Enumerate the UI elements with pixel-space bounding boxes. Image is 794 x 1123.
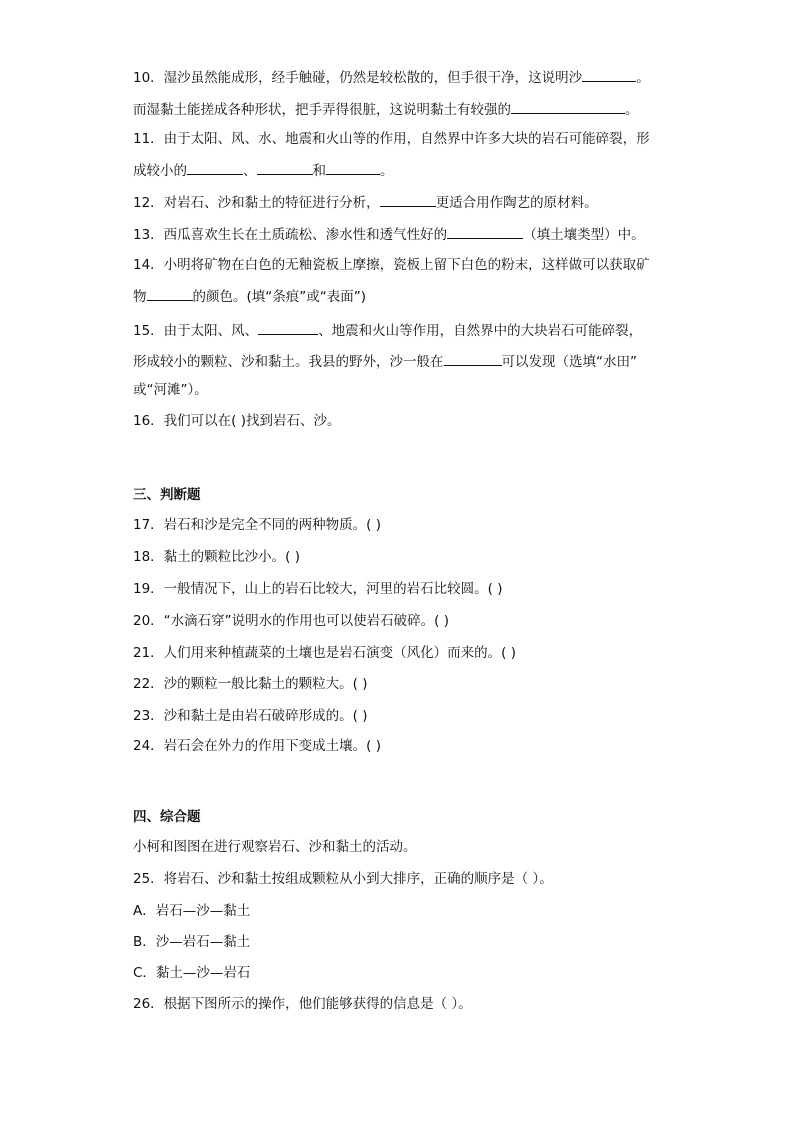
question-10-line-1: 10．湿沙虽然能成形，经手触碰，仍然是较松散的，但手很干净，这说明沙 。 — [133, 67, 650, 87]
section-4-title: 四、综合题 — [133, 809, 201, 825]
section-3-title: 三、判断题 — [133, 487, 201, 503]
answer-blank[interactable] — [380, 192, 436, 207]
question-13: 13．西瓜喜欢生长在土质疏松、渗水性和透气性好的 （填土壤类型）中。 — [133, 224, 645, 244]
judgment-item-24: 24．岩石会在外力的作用下变成土壤。( ) — [133, 738, 382, 754]
answer-blank[interactable] — [447, 224, 523, 239]
option-c[interactable]: C．黏土—沙—岩石 — [133, 965, 251, 981]
answer-blank[interactable] — [444, 351, 502, 366]
answer-blank[interactable] — [582, 67, 636, 82]
question-14-line-2: 物 的颜色。(填“条痕”或“表面”) — [133, 286, 366, 306]
question-16: 16．我们可以在( )找到岩石、沙。 — [133, 413, 341, 429]
judgment-item-23: 23．沙和黏土是由岩石破碎形成的。( ) — [133, 708, 368, 724]
option-a[interactable]: A．岩石—沙—黏土 — [133, 903, 251, 919]
answer-blank[interactable] — [258, 320, 318, 335]
section-4-intro: 小柯和图图在进行观察岩石、沙和黏土的活动。 — [133, 839, 417, 855]
judgment-item-21: 21．人们用来种植蔬菜的土壤也是岩石演变（风化）而来的。( ) — [133, 645, 517, 661]
question-10-line-2: 而湿黏土能搓成各种形状，把手弄得很脏，这说明黏土有较强的 。 — [133, 99, 639, 119]
judgment-item-17: 17．岩石和沙是完全不同的两种物质。( ) — [133, 517, 382, 533]
judgment-item-19: 19．一般情况下，山上的岩石比较大，河里的岩石比较圆。( ) — [133, 581, 503, 597]
question-15-line-1: 15．由于太阳、风、 、地震和火山等作用，自然界中的大块岩石可能碎裂， — [133, 320, 642, 340]
question-26: 26．根据下图所示的操作，他们能够获得的信息是（ ）。 — [133, 996, 472, 1012]
judgment-item-18: 18．黏土的颗粒比沙小。( ) — [133, 549, 301, 565]
answer-blank[interactable] — [511, 99, 625, 114]
answer-blank[interactable] — [326, 160, 380, 175]
question-11-line-2: 成较小的 、 和 。 — [133, 160, 394, 180]
question-25: 25．将岩石、沙和黏土按组成颗粒从小到大排序，正确的顺序是（ ）。 — [133, 871, 553, 887]
answer-blank[interactable] — [187, 160, 243, 175]
answer-blank[interactable] — [257, 160, 313, 175]
judgment-item-20: 20．“水滴石穿”说明水的作用也可以使岩石破碎。( ) — [133, 613, 449, 629]
answer-blank[interactable] — [147, 286, 193, 301]
question-15-line-3: 或“河滩”）。 — [133, 382, 208, 398]
question-14-line-1: 14．小明将矿物在白色的无釉瓷板上摩擦，瓷板上留下白色的粉末，这样做可以获取矿 — [133, 257, 650, 273]
question-12: 12．对岩石、沙和黏土的特征进行分析， 更适合用作陶艺的原材料。 — [133, 192, 598, 212]
question-15-line-2: 形成较小的颗粒、沙和黏土。我县的野外，沙一般在 可以发现（选填“水田” — [133, 351, 637, 371]
judgment-item-22: 22．沙的颗粒一般比黏土的颗粒大。( ) — [133, 676, 368, 692]
question-11-line-1: 11．由于太阳、风、水、地震和火山等的作用，自然界中许多大块的岩石可能碎裂，形 — [133, 131, 650, 147]
option-b[interactable]: B．沙—岩石—黏土 — [133, 934, 251, 950]
